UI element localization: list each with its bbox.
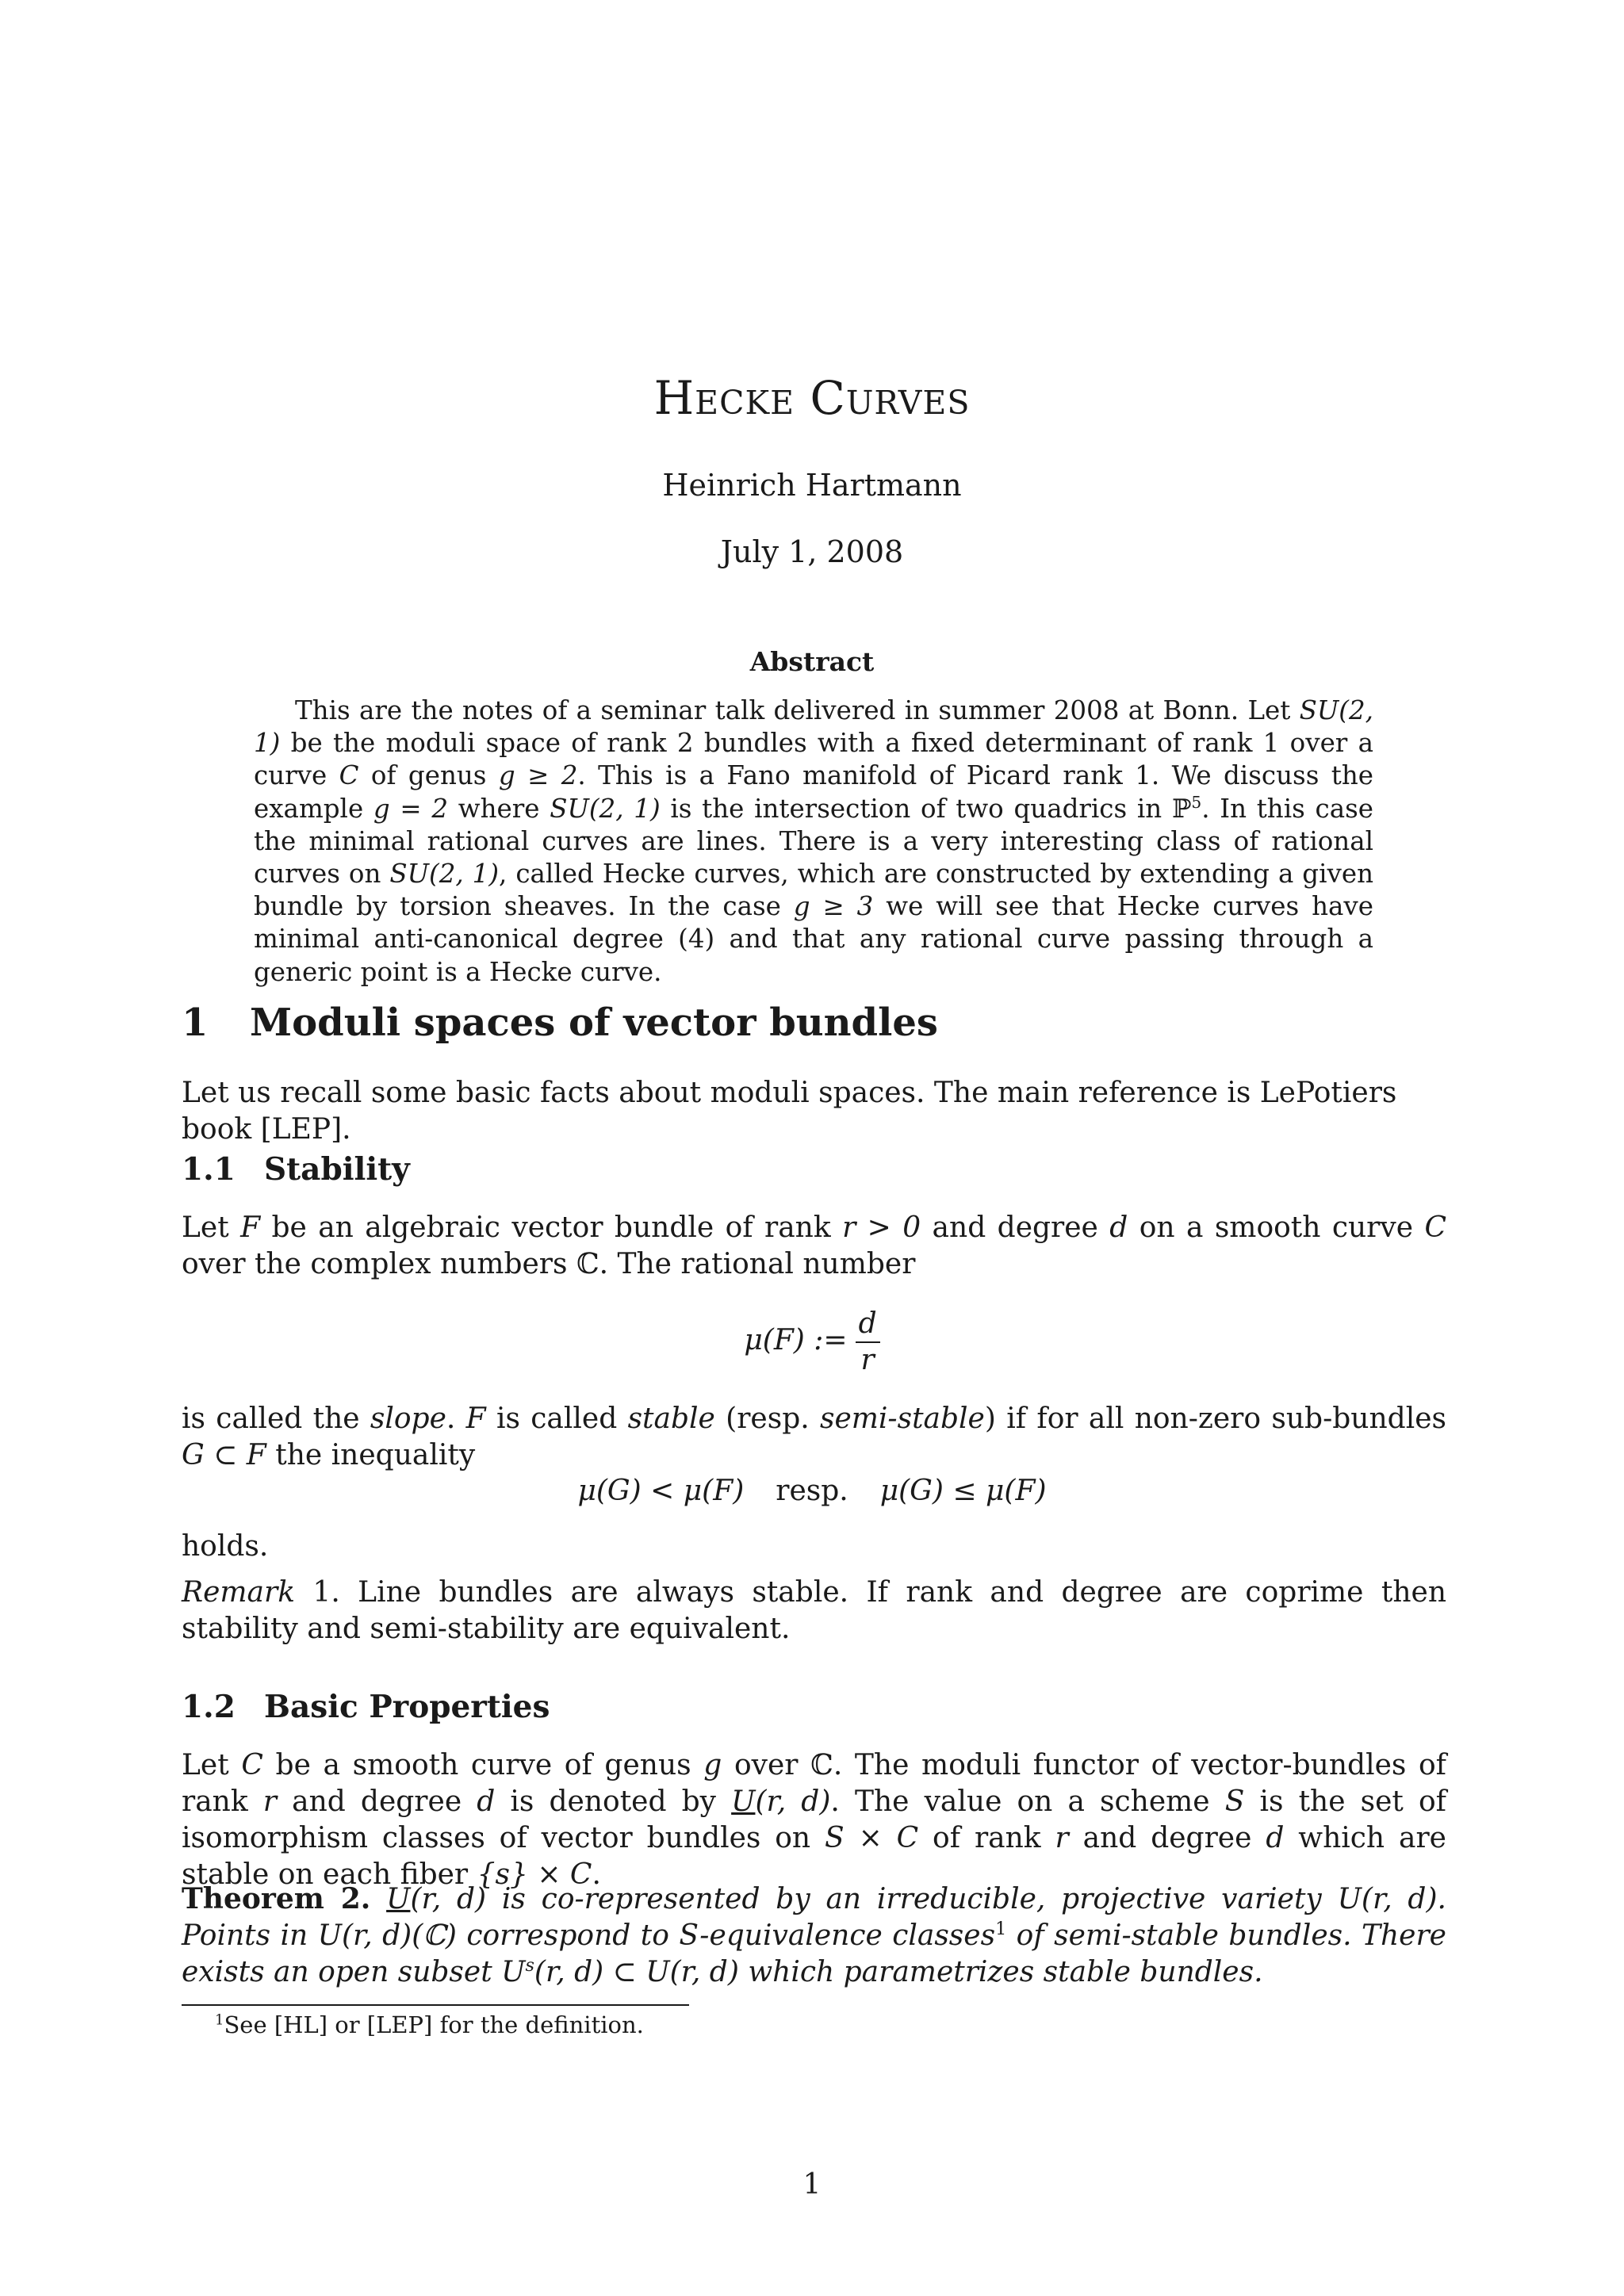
stable-definition-paragraph: is called the slope. F is called stable (resp. semi-stable) if for all non-zero sub-bundles G ⊂ F the inequality [182, 1402, 1446, 1471]
abstract-heading: Abstract [749, 646, 875, 677]
basic-properties-paragraph: Let C be a smooth curve of genus g over ℂ. The moduli functor of vector-bundles of rank r and degree d is denoted by U(r, d). The value on a scheme S is the set of isomorphism classes of vector bundles on S × C of rank r and degree d which are stable on each fiber {s} × C. [182, 1749, 1447, 1891]
footnote: $^1$See [HL] or [LEP] for the definition. [215, 2011, 644, 2038]
inequality-equation: μ(G) < μ(F) resp. μ(G) ≤ μ(F) [577, 1475, 1047, 1507]
section-intro-paragraph: Let us recall some basic facts about moduli spaces. The main reference is LePotiers book [LEP]. [182, 1077, 1397, 1146]
remark-paragraph: Remark 1. Line bundles are always stable. If rank and degree are coprime then stability and semi-stability are equivalent. [182, 1576, 1446, 1645]
subsection-heading-stability: 1.1 Stability [182, 1151, 410, 1188]
holds-text: holds. [182, 1530, 269, 1563]
subsection-heading-basic-properties: 1.2 Basic Properties [182, 1689, 550, 1725]
abstract-body: This are the notes of a seminar talk delivered in summer 2008 at Bonn. Let SU(2, 1) be the moduli space of rank 2 bundles with a fixed determinant of rank 1 over a curve C of genus g ≥ 2. This is a Fano manifold of Picard rank 1. We discuss the example g = 2 where SU(2, 1) is the intersection of two quadrics in ℙ$^5$. In this case the minimal rational curves are lines. There is a very interesting class of rational curves on SU(2, 1), called Hecke curves, which are constructed by extending a given bundle by torsion sheaves. In the case g ≥ 3 we will see that Hecke curves have minimal anti-canonical degree (4) and that any rational curve passing through a generic point is a Hecke curve. [254, 695, 1374, 987]
theorem-2: Theorem 2. U(r, d) is co-represented by an irreducible, projective variety U(r, d). Points in U(r, d)(ℂ) correspond to S-equivalence classes$^1$ of semi-stable bundles. There exists an open subset $U^s(r$, d) ⊂ U(r, d) which parametrizes stable bundles. [182, 1882, 1446, 1988]
section-heading: 1 Moduli spaces of vector bundles [182, 1001, 938, 1045]
paper-author: Heinrich Hartmann [662, 468, 962, 503]
slope-equation: μ(F) := $\frac{d}{r}$ [0, 1307, 1624, 1378]
paper-title: Hecke Curves [653, 371, 971, 425]
paper-date: July 1, 2008 [720, 534, 904, 569]
page-number: 1 [802, 2168, 822, 2201]
stability-paragraph: Let F be an algebraic vector bundle of rank r > 0 and degree d on a smooth curve C over the complex numbers ℂ. The rational number [182, 1211, 1446, 1280]
footnote-rule [182, 2004, 689, 2006]
